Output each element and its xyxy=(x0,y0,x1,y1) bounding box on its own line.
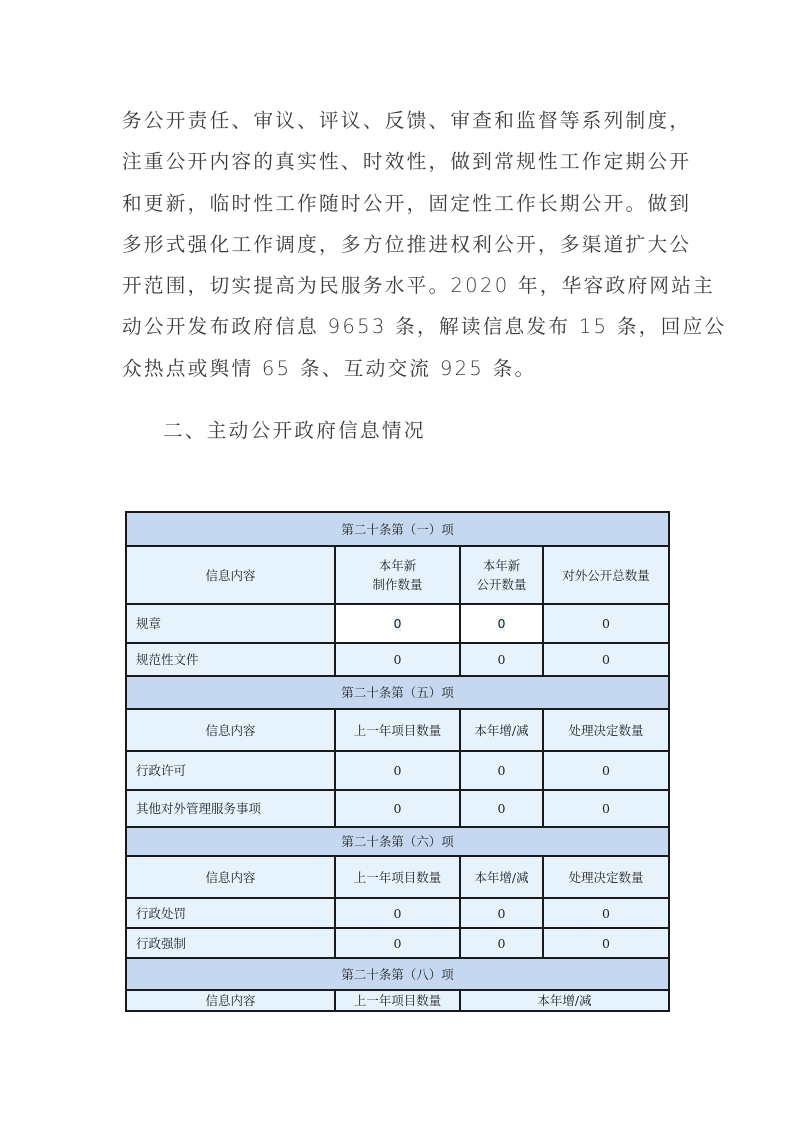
body-paragraph xyxy=(122,100,727,389)
cell-value: 0 xyxy=(543,643,669,676)
cell-value[interactable] xyxy=(335,604,460,643)
cell-value: 0 xyxy=(335,643,460,676)
row-label: 行政许可 xyxy=(126,751,335,790)
cell-value: 0 xyxy=(335,898,460,928)
cell-value: 0 xyxy=(543,604,669,643)
section-title-row xyxy=(126,827,669,856)
row-label: 行政强制 xyxy=(126,928,335,958)
cell-value: 0 xyxy=(335,790,460,827)
cell-value: 0 xyxy=(543,928,669,958)
section-title: 第二十条第（五）项 xyxy=(126,676,669,709)
paragraph-line: 和更新，临时性工作随时公开，固定性工作长期公开。做到 xyxy=(122,191,692,215)
table-row xyxy=(126,898,669,928)
header-row xyxy=(126,709,669,751)
table-row xyxy=(126,751,669,790)
cell-value[interactable] xyxy=(460,604,543,643)
column-header: 信息内容 xyxy=(126,990,335,1011)
table-row xyxy=(126,643,669,676)
header-row xyxy=(126,856,669,898)
section-title-row xyxy=(126,676,669,709)
column-header: 上一年项目数量 xyxy=(335,990,460,1011)
column-header: 信息内容 xyxy=(126,546,335,604)
column-header: 本年增/减 xyxy=(460,856,543,898)
row-label: 其他对外管理服务事项 xyxy=(126,790,335,827)
paragraph-line: 多形式强化工作调度，多方位推进权利公开，多渠道扩大公 xyxy=(122,232,692,256)
section-title-row xyxy=(126,512,669,546)
cell-value: 0 xyxy=(335,928,460,958)
paragraph-line: 动公开发布政府信息 9653 条，解读信息发布 15 条，回应公 xyxy=(122,315,727,339)
column-header: 本年新 制作数量 xyxy=(335,546,460,604)
section-title: 第二十条第（八）项 xyxy=(126,958,669,990)
cell-value: 0 xyxy=(335,751,460,790)
row-label: 行政处罚 xyxy=(126,898,335,928)
table-row xyxy=(126,928,669,958)
cell-value: 0 xyxy=(460,898,543,928)
paragraph-line: 众热点或舆情 65 条、互动交流 925 条。 xyxy=(122,356,537,380)
column-header: 上一年项目数量 xyxy=(335,709,460,751)
row-label: 规范性文件 xyxy=(126,643,335,676)
column-header: 本年增/减 xyxy=(460,990,669,1011)
cell-value: 0 xyxy=(543,898,669,928)
info-disclosure-table xyxy=(125,511,670,1012)
header-row xyxy=(126,990,669,1011)
paragraph-line: 开范围，切实提高为民服务水平。2020 年，华容政府网站主 xyxy=(122,274,716,298)
cell-value: 0 xyxy=(543,790,669,827)
column-header: 信息内容 xyxy=(126,856,335,898)
column-header: 信息内容 xyxy=(126,709,335,751)
section-title: 第二十条第（一）项 xyxy=(126,512,669,546)
paragraph-line: 注重公开内容的真实性、时效性，做到常规性工作定期公开 xyxy=(122,150,692,174)
header-row xyxy=(126,546,669,604)
section-heading: 二、主动公开政府信息情况 xyxy=(163,419,426,442)
column-header: 处理决定数量 xyxy=(543,856,669,898)
paragraph-line: 务公开责任、审议、评议、反馈、审查和监督等系列制度， xyxy=(122,109,692,132)
cell-value: 0 xyxy=(460,790,543,827)
table-row xyxy=(126,790,669,827)
cell-value: 0 xyxy=(460,751,543,790)
column-header: 处理决定数量 xyxy=(543,709,669,751)
cell-value: 0 xyxy=(460,643,543,676)
cell-value-text: 0 xyxy=(393,616,402,631)
column-header: 本年增/减 xyxy=(460,709,543,751)
section-title: 第二十条第（六）项 xyxy=(126,827,669,856)
column-header: 上一年项目数量 xyxy=(335,856,460,898)
row-label: 规章 xyxy=(126,604,335,643)
column-header: 本年新 公开数量 xyxy=(460,546,543,604)
cell-value: 0 xyxy=(460,928,543,958)
section-title-row xyxy=(126,958,669,990)
column-header: 对外公开总数量 xyxy=(543,546,669,604)
cell-value-text: 0 xyxy=(497,616,506,631)
table-row xyxy=(126,604,669,643)
cell-value: 0 xyxy=(543,751,669,790)
